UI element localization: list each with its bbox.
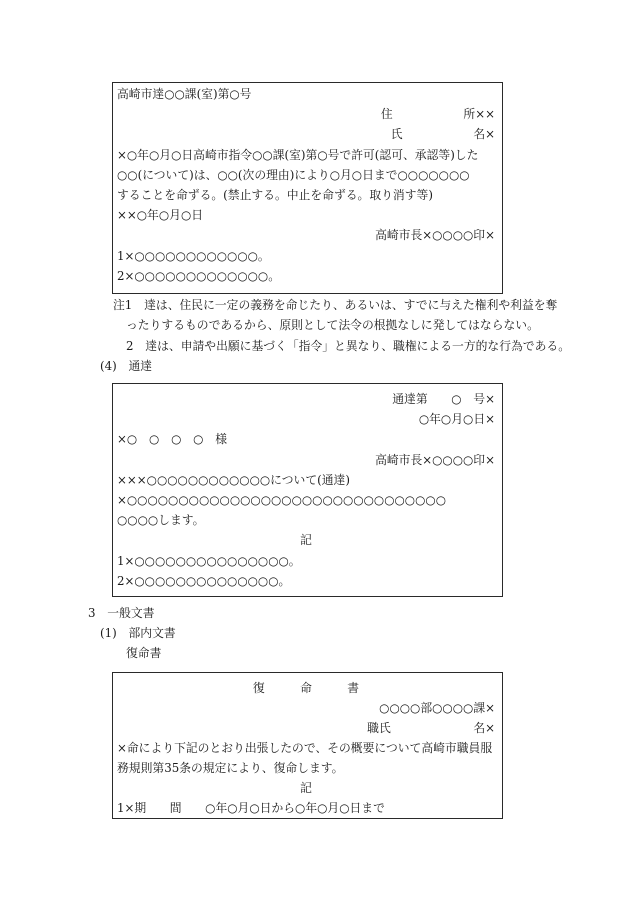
body-line: 務規則第35条の規定により、復命します。: [117, 761, 344, 775]
item-line: 2×○○○○○○○○○○○○○。: [117, 268, 281, 283]
date-line: ××○年○月○日: [117, 208, 204, 223]
item-line: 1×○○○○○○○○○○○○。: [117, 248, 270, 263]
section-3-1-heading: (1) 部内文書: [100, 626, 176, 640]
note-2-line: 2 達は、申請や出願に基づく「指令」と異なり、職権による一方的な行為である。: [126, 339, 570, 353]
item-line: 2×○○○○○○○○○○○○○○。: [117, 573, 291, 588]
issuer-line: 高崎市長×○○○○印×: [375, 228, 495, 243]
section-3-heading: 3 一般文書: [88, 606, 155, 620]
report-box: [112, 672, 503, 819]
body-line: ×命により下記のとおり出張したので、その概要について高崎市職員服: [117, 741, 493, 755]
body-line: することを命ずる。(禁止する。中止を命ずる。取り消す等): [117, 187, 433, 202]
note-1-line-2: ったりするものであるから、原則として法令の根拠なしに発してはならない。: [126, 318, 539, 332]
body-line: ○○(について)は、○○(次の理由)により○月○日まで○○○○○○○: [117, 167, 470, 182]
item-line: 1×期 間 ○年○月○日から○年○月○日まで: [117, 801, 385, 815]
subject-line: ×××○○○○○○○○○○○○について(通達): [117, 472, 350, 487]
notice-date: ○年○月○日×: [418, 412, 495, 427]
directive-number: 高崎市達○○課(室)第○号: [117, 87, 252, 101]
notice-box: [112, 383, 503, 597]
name-line: 氏 名×: [390, 127, 495, 142]
body-line: ○○○○します。: [117, 513, 205, 528]
note-1-line-1: 注1 達は、住民に一定の義務を命じたり、あるいは、すでに与えた権利や利益を奪: [113, 298, 558, 312]
issuer-line: 高崎市長×○○○○印×: [375, 452, 495, 467]
address-line: 住 所××: [380, 107, 495, 122]
addressee-line: ×○ ○ ○ ○ 様: [117, 432, 228, 447]
item-line: 1×○○○○○○○○○○○○○○○。: [117, 553, 301, 568]
ki-label: 記: [300, 533, 312, 548]
section-4-heading: (4) 通達: [100, 359, 153, 373]
report-title: 復 命 書: [252, 681, 360, 695]
body-line: ×○年○月○日高崎市指令○○課(室)第○号で許可(認可、承認等)した: [117, 147, 479, 162]
report-doc-label: 復命書: [126, 646, 162, 660]
notice-number: 通達第 ○ 号×: [392, 392, 495, 406]
position-name-line: 職氏 名×: [367, 721, 495, 735]
ki-label: 記: [300, 781, 312, 795]
department-line: ○○○○部○○○○課×: [379, 701, 495, 715]
body-line: ×○○○○○○○○○○○○○○○○○○○○○○○○○○○○○○○: [117, 492, 446, 507]
directive-box: [112, 82, 503, 294]
